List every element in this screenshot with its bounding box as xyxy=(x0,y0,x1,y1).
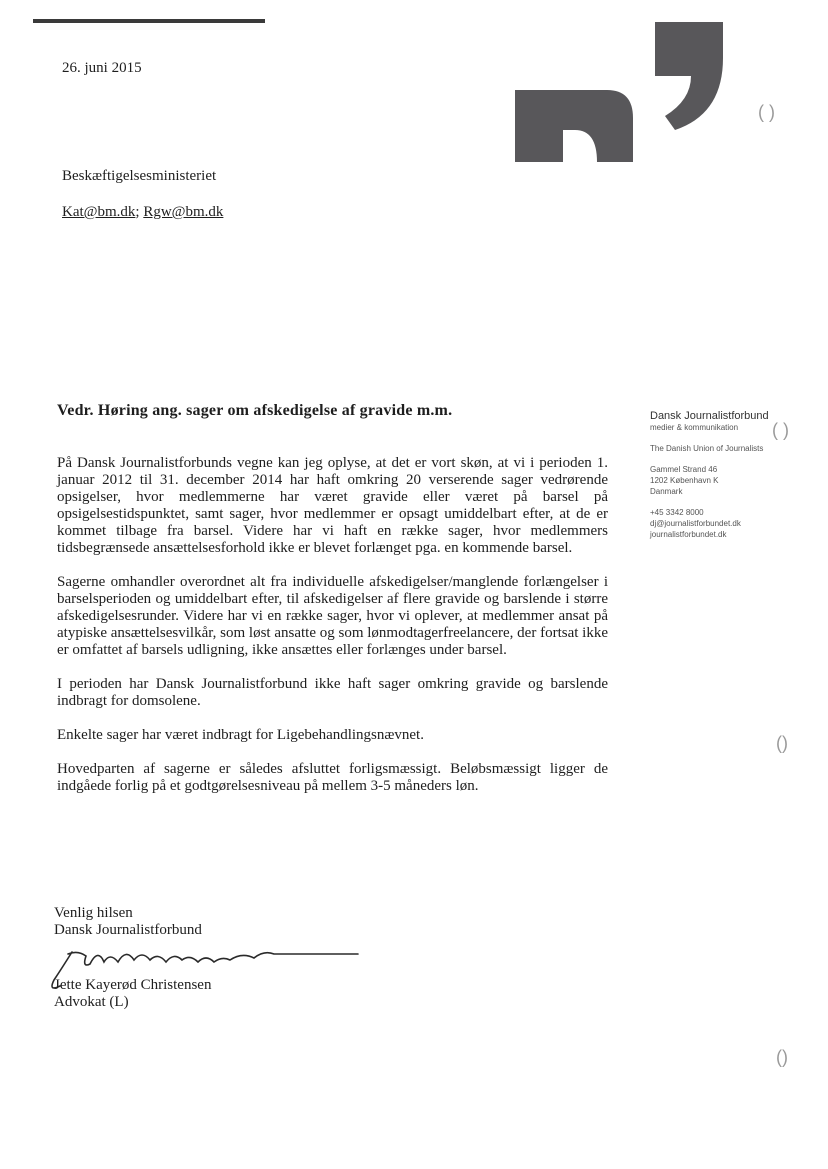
hole-punch-mark: ( ) xyxy=(772,420,789,440)
sidebar-street: Gammel Strand 46 xyxy=(650,465,718,474)
email-link-rgw[interactable]: Rgw@bm.dk xyxy=(143,204,224,220)
sidebar-tagline: medier & kommunikation xyxy=(650,423,739,432)
letter-subject: Vedr. Høring ang. sager om afskedigelse af gravide m.m. xyxy=(57,402,453,419)
body-paragraph: Hovedparten af sagerne er således afsluttet forligsmæssigt. Beløbsmæssigt ligger de indgåede forlig på et godtgørelsesniveau på mellem 3-5 måneders løn. xyxy=(57,761,608,794)
header-rule xyxy=(33,19,265,23)
sidebar-city: 1202 København K xyxy=(650,476,719,485)
recipient-name: Beskæftigelsesministeriet xyxy=(62,168,217,184)
closing-greeting: Venlig hilsen xyxy=(54,905,133,921)
sender-name: Jette Kayerød Christensen xyxy=(54,977,212,993)
body-paragraph: Enkelte sager har været indbragt for Ligebehandlingsnævnet. xyxy=(57,727,424,743)
sidebar-org-name: Dansk Journalistforbund xyxy=(650,410,769,422)
sidebar-country: Danmark xyxy=(650,487,683,496)
sidebar-email[interactable]: dj@journalistforbundet.dk xyxy=(650,519,741,528)
recipient-emails xyxy=(62,204,223,221)
body-paragraph: På Dansk Journalistforbunds vegne kan jeg oplyse, at det er vort skøn, at vi i perioden 1. januar 2012 til 31. december 2014 har haft omkring 20 verserende sager vedrørende opsigelser, hvor medlemmerne har været gravide eller været på barsel på opsigelsestidspunktet, samt sager, hvor medlemmer er opsagt umiddelbart efter, at de er kommet tilbage fra barsel. Videre har vi haft en række sager, hvor medlemmers tidsbegrænsede ansættelsesforhold ikke er blevet forlænget pga. en kommende barsel. xyxy=(57,455,608,556)
letter-date: 26. juni 2015 xyxy=(62,60,142,76)
sidebar-org-english: The Danish Union of Journalists xyxy=(650,444,764,453)
letter-body xyxy=(57,455,608,812)
body-paragraph: I perioden har Dansk Journalistforbund ikke haft sager omkring gravide og barslende indbragt for domsolene. xyxy=(57,676,608,709)
closing-organization: Dansk Journalistforbund xyxy=(54,922,202,938)
email-separator: ; xyxy=(135,204,140,220)
hole-punch-mark: ( ) xyxy=(758,102,775,122)
sidebar-phone: +45 3342 8000 xyxy=(650,508,704,517)
letter-sender xyxy=(54,977,211,1011)
hole-punch-mark: () xyxy=(776,733,788,753)
email-link-kat[interactable]: Kat@bm.dk xyxy=(62,204,136,220)
body-paragraph: Sagerne omhandler overordnet alt fra individuelle afskedigelser/manglende forlængelser i barselsperioden og umiddelbart efter, til afskedigelser af flere gravide og barslende i større afskedigelsesrunder. Videre har vi en række sager, hvor vi oplever, at medlemmer ansat på atypiske ansættelsesvilkår, som løst ansatte og som lønmodtagerfreelancere, der fortsat ikke er omfattet af barsels udligning, ikke ansættes eller forlænges under barsel. xyxy=(57,574,608,658)
hole-punch-mark: () xyxy=(776,1047,788,1067)
sender-contact-sidebar xyxy=(650,410,769,540)
sidebar-web[interactable]: journalistforbundet.dk xyxy=(650,530,727,539)
sender-title: Advokat (L) xyxy=(54,994,129,1010)
dj-logo-icon xyxy=(515,18,725,164)
letter-closing xyxy=(54,905,202,939)
